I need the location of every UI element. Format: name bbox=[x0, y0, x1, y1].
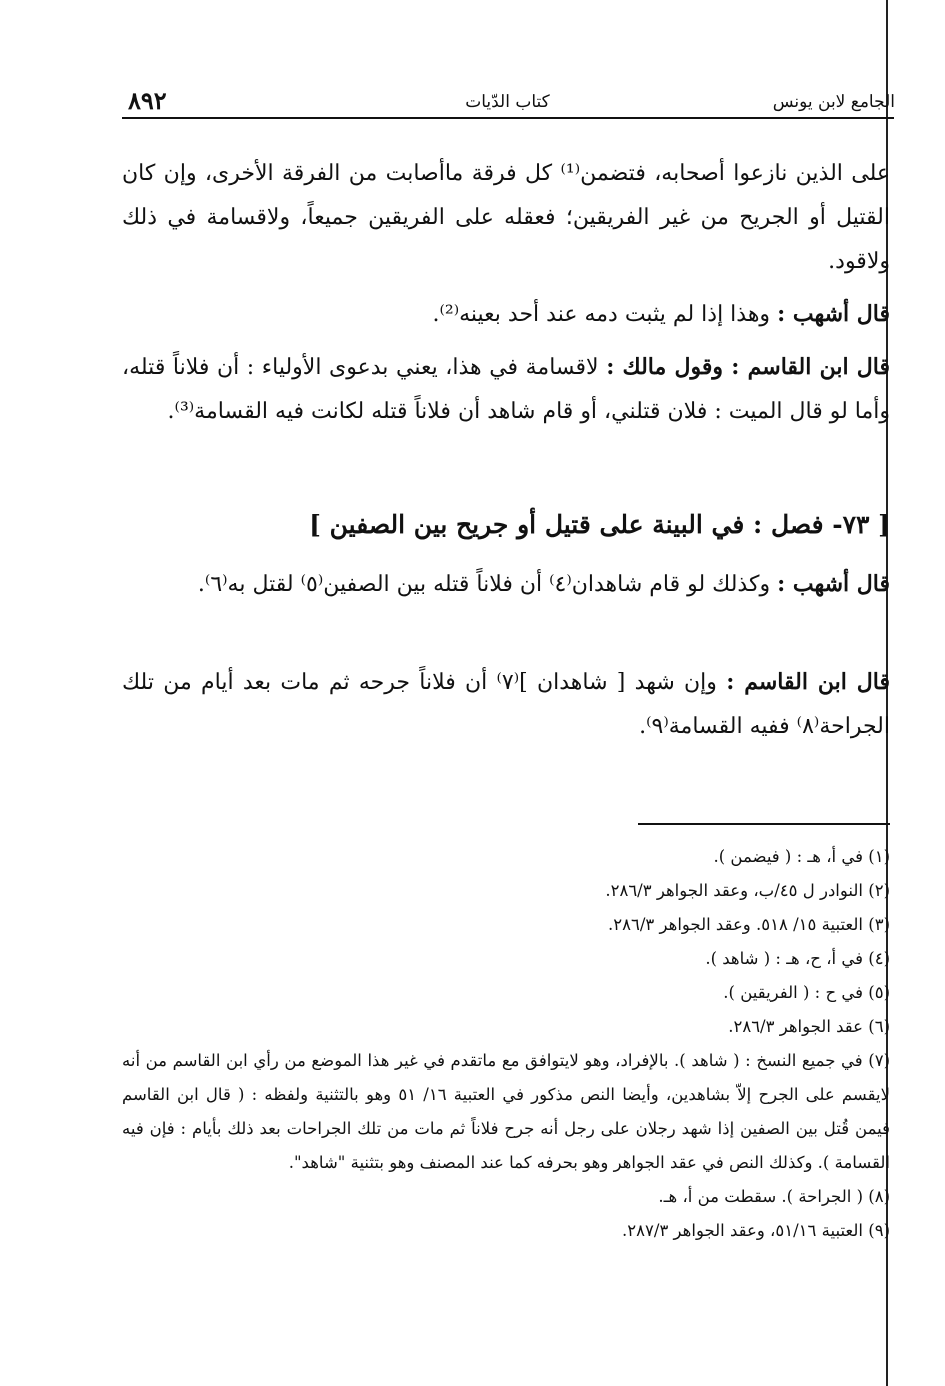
page-number: ٨٩٢ bbox=[128, 86, 167, 115]
paragraph-text: وهذا إذا لم يثبت دمه عند أحد بعينه⁽²⁾. bbox=[432, 302, 778, 327]
running-header bbox=[120, 86, 895, 120]
speaker-label: قال ابن القاسم : وقول مالك : bbox=[606, 354, 891, 380]
header-rule bbox=[122, 117, 894, 119]
section-heading: [ ٧٣- فصل : في البينة على قتيل أو جريح بين الصفين ] bbox=[309, 510, 890, 539]
paragraph-text: لاقسامة في هذا، يعني بدعوى الأولياء : أن فلاناً قتله، وأما لو قال الميت : فلان قتلني، أو قام شاهد أن فلاناً قتله لكانت فيه القسامة⁽³⁾. bbox=[122, 355, 890, 424]
footnote-1: (١) في أ، هـ : ( فيضمن ). bbox=[713, 847, 890, 866]
speaker-label: قال ابن القاسم : bbox=[726, 669, 890, 695]
book-title: الجامع لابن يونس bbox=[772, 92, 895, 112]
paragraph-4 bbox=[122, 562, 890, 607]
footnote-6: (٦) عقد الجواهر ٢٨٦/٣. bbox=[728, 1017, 890, 1036]
footnote-8: (٨) ( الجراحة ). سقطت من أ، هـ. bbox=[658, 1187, 890, 1206]
footnote-4: (٤) في أ، ح، هـ : ( شاهد ). bbox=[705, 949, 890, 968]
footnotes bbox=[122, 840, 890, 1248]
paragraph-text: وكذلك لو قام شاهدان⁽٤⁾ أن فلاناً قتله بين الصفين⁽٥⁾ لقتل به⁽٦⁾. bbox=[197, 572, 778, 597]
paragraph-3 bbox=[122, 345, 890, 434]
footnote-5: (٥) في ح : ( الفريقين ). bbox=[723, 983, 890, 1002]
paragraph-1: على الذين نازعوا أصحابه، فتضمن⁽¹⁾ كل فرقة ماأصابت من الفرقة الأخرى، وإن كان القتيل أو الجريح من غير الفريقين؛ فعقله على الفريقين جميعاً، ولاقسامة في ذلك ولاقود. bbox=[122, 161, 890, 274]
paragraph-2 bbox=[122, 292, 890, 337]
footnote-2: (٢) النوادر ل ٤٥/ب، وعقد الجواهر ٢٨٦/٣. bbox=[605, 881, 890, 900]
footnote-3: (٣) العتبية ١٥/ ٥١٨. وعقد الجواهر ٢٨٦/٣. bbox=[608, 915, 890, 934]
paragraph-5 bbox=[122, 660, 890, 749]
footnote-7: (٧) في جميع النسخ : ( شاهد ). بالإفراد، وهو لايتوافق مع ماتقدم في غير هذا الموضع من رأي ابن القاسم من أنه لايقسم على الجرح إلاّ بشاهدين، وأيضا النص مذكور في العتبية ١٦/ ٥١ وهو بالتثنية ولفظه : ( قال ابن القاسم فيمن قُتل بين الصفين إذا شهد رجلان على رجل أنه جرح فلاناً ثم مات من تلك الجراحات بعد ذلك بأيام : فإن فيه القسامة ). وكذلك النص في عقد الجواهر وهو بحرفه كما عند المصنف وهو بتثنية "شاهد". bbox=[122, 1051, 890, 1172]
paragraph-text: وإن شهد [ شاهدان ]⁽٧⁾ أن فلاناً جرحه ثم مات بعد أيام من تلك الجراحة⁽٨⁾ ففيه القسامة⁽٩⁾. bbox=[122, 670, 890, 739]
speaker-label: قال أشهب : bbox=[777, 571, 890, 597]
chapter-title: كتاب الدّيات bbox=[465, 92, 550, 112]
speaker-label: قال أشهب : bbox=[777, 301, 890, 327]
footnote-separator bbox=[638, 823, 890, 825]
footnote-9: (٩) العتبية ٥١/١٦، وعقد الجواهر ٢٨٧/٣. bbox=[622, 1221, 890, 1240]
